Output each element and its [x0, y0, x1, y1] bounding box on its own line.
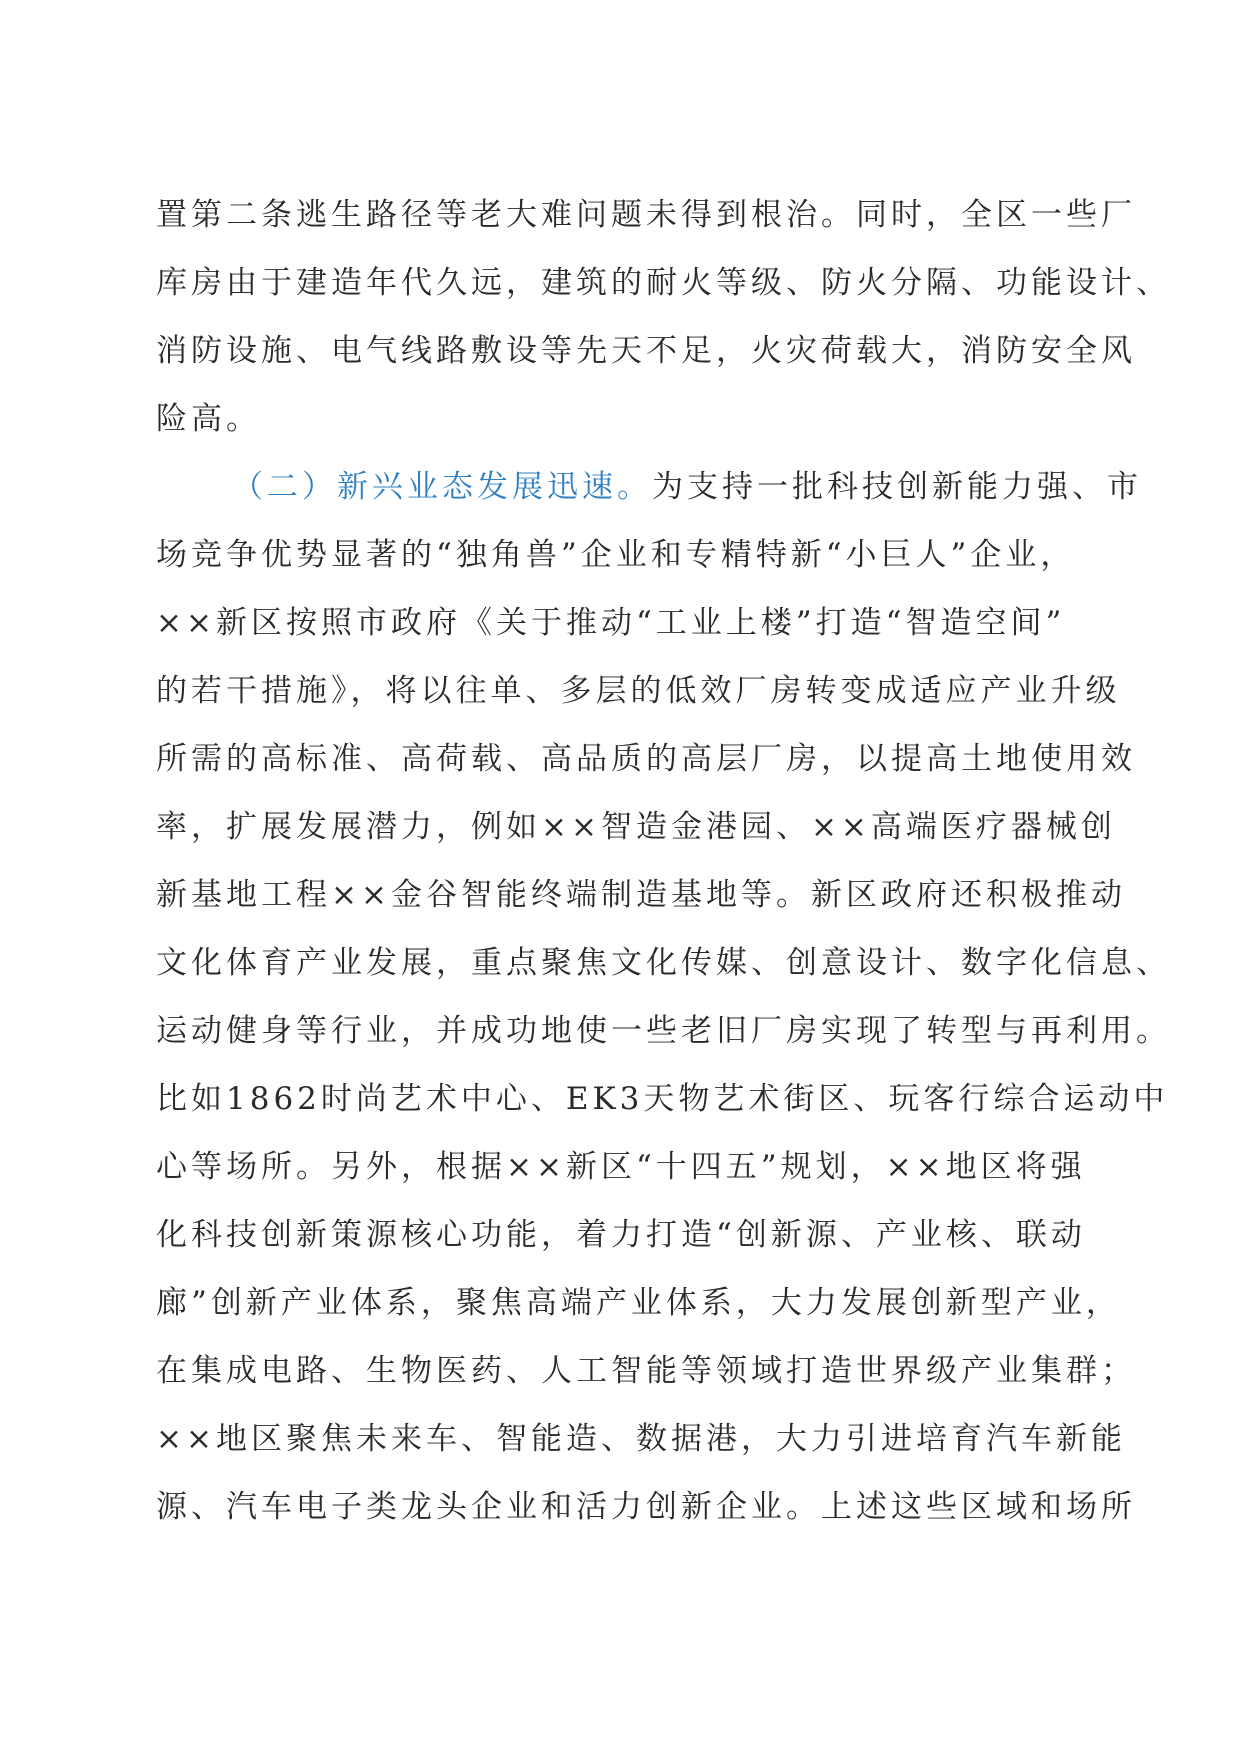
- section-first-line: [232, 467, 1142, 507]
- section-lead-end: 市: [1107, 469, 1142, 505]
- paragraph-line: 源、汽车电子类龙头企业和活力创新企业。上述这些区域和场所: [156, 1489, 1136, 1525]
- paragraph-line: ××地区聚焦未来车、智能造、数据港，大力引进培育汽车新能: [156, 1421, 1126, 1457]
- paragraph-line: 所需的高标准、高荷载、高品质的高层厂房，以提高土地使用效: [156, 741, 1136, 777]
- paragraph-line: 新基地工程××金谷智能终端制造基地等。新区政府还积极推动: [156, 877, 1126, 913]
- paragraph-line: 廊”创新产业体系，聚焦高端产业体系，大力发展创新型产业，: [156, 1285, 1121, 1321]
- paragraph-line: 场竞争优势显著的“独角兽”企业和专精特新“小巨人”企业，: [156, 537, 1076, 573]
- paragraph-line: 文化体育产业发展，重点聚焦文化传媒、创意设计、数字化信息、: [156, 945, 1171, 981]
- paragraph-line: 运动健身等行业，并成功地使一些老旧厂房实现了转型与再利用。: [156, 1013, 1171, 1049]
- paragraph-line: 在集成电路、生物医药、人工智能等领域打造世界级产业集群；: [156, 1353, 1136, 1389]
- paragraph-line: 心等场所。另外，根据××新区“十四五”规划，××地区将强: [156, 1149, 1086, 1185]
- paragraph-line: 消防设施、电气线路敷设等先天不足，火灾荷载大，消防安全风: [156, 333, 1136, 369]
- section-heading: （二）新兴业态发展迅速。: [232, 469, 652, 505]
- paragraph-line: 的若干措施》，将以往单、多层的低效厂房转变成适应产业升级: [156, 673, 1121, 709]
- paragraph-line: 率，扩展发展潜力，例如××智造金港园、××高端医疗器械创: [156, 809, 1116, 845]
- paragraph-line: ××新区按照市政府《关于推动“工业上楼”打造“智造空间”: [156, 605, 1066, 641]
- section-lead-text: 为支持一批科技创新能力强、: [652, 469, 1107, 505]
- paragraph-line: 库房由于建造年代久远，建筑的耐火等级、防火分隔、功能设计、: [156, 265, 1171, 301]
- paragraph-line: 比如1862时尚艺术中心、EK3天物艺术街区、玩客行综合运动中: [156, 1081, 1169, 1117]
- paragraph-line: 化科技创新策源核心功能，着力打造“创新源、产业核、联动: [156, 1217, 1086, 1253]
- paragraph-line: 置第二条逃生路径等老大难问题未得到根治。同时，全区一些厂: [156, 197, 1136, 233]
- paragraph-line: 险高。: [156, 401, 261, 437]
